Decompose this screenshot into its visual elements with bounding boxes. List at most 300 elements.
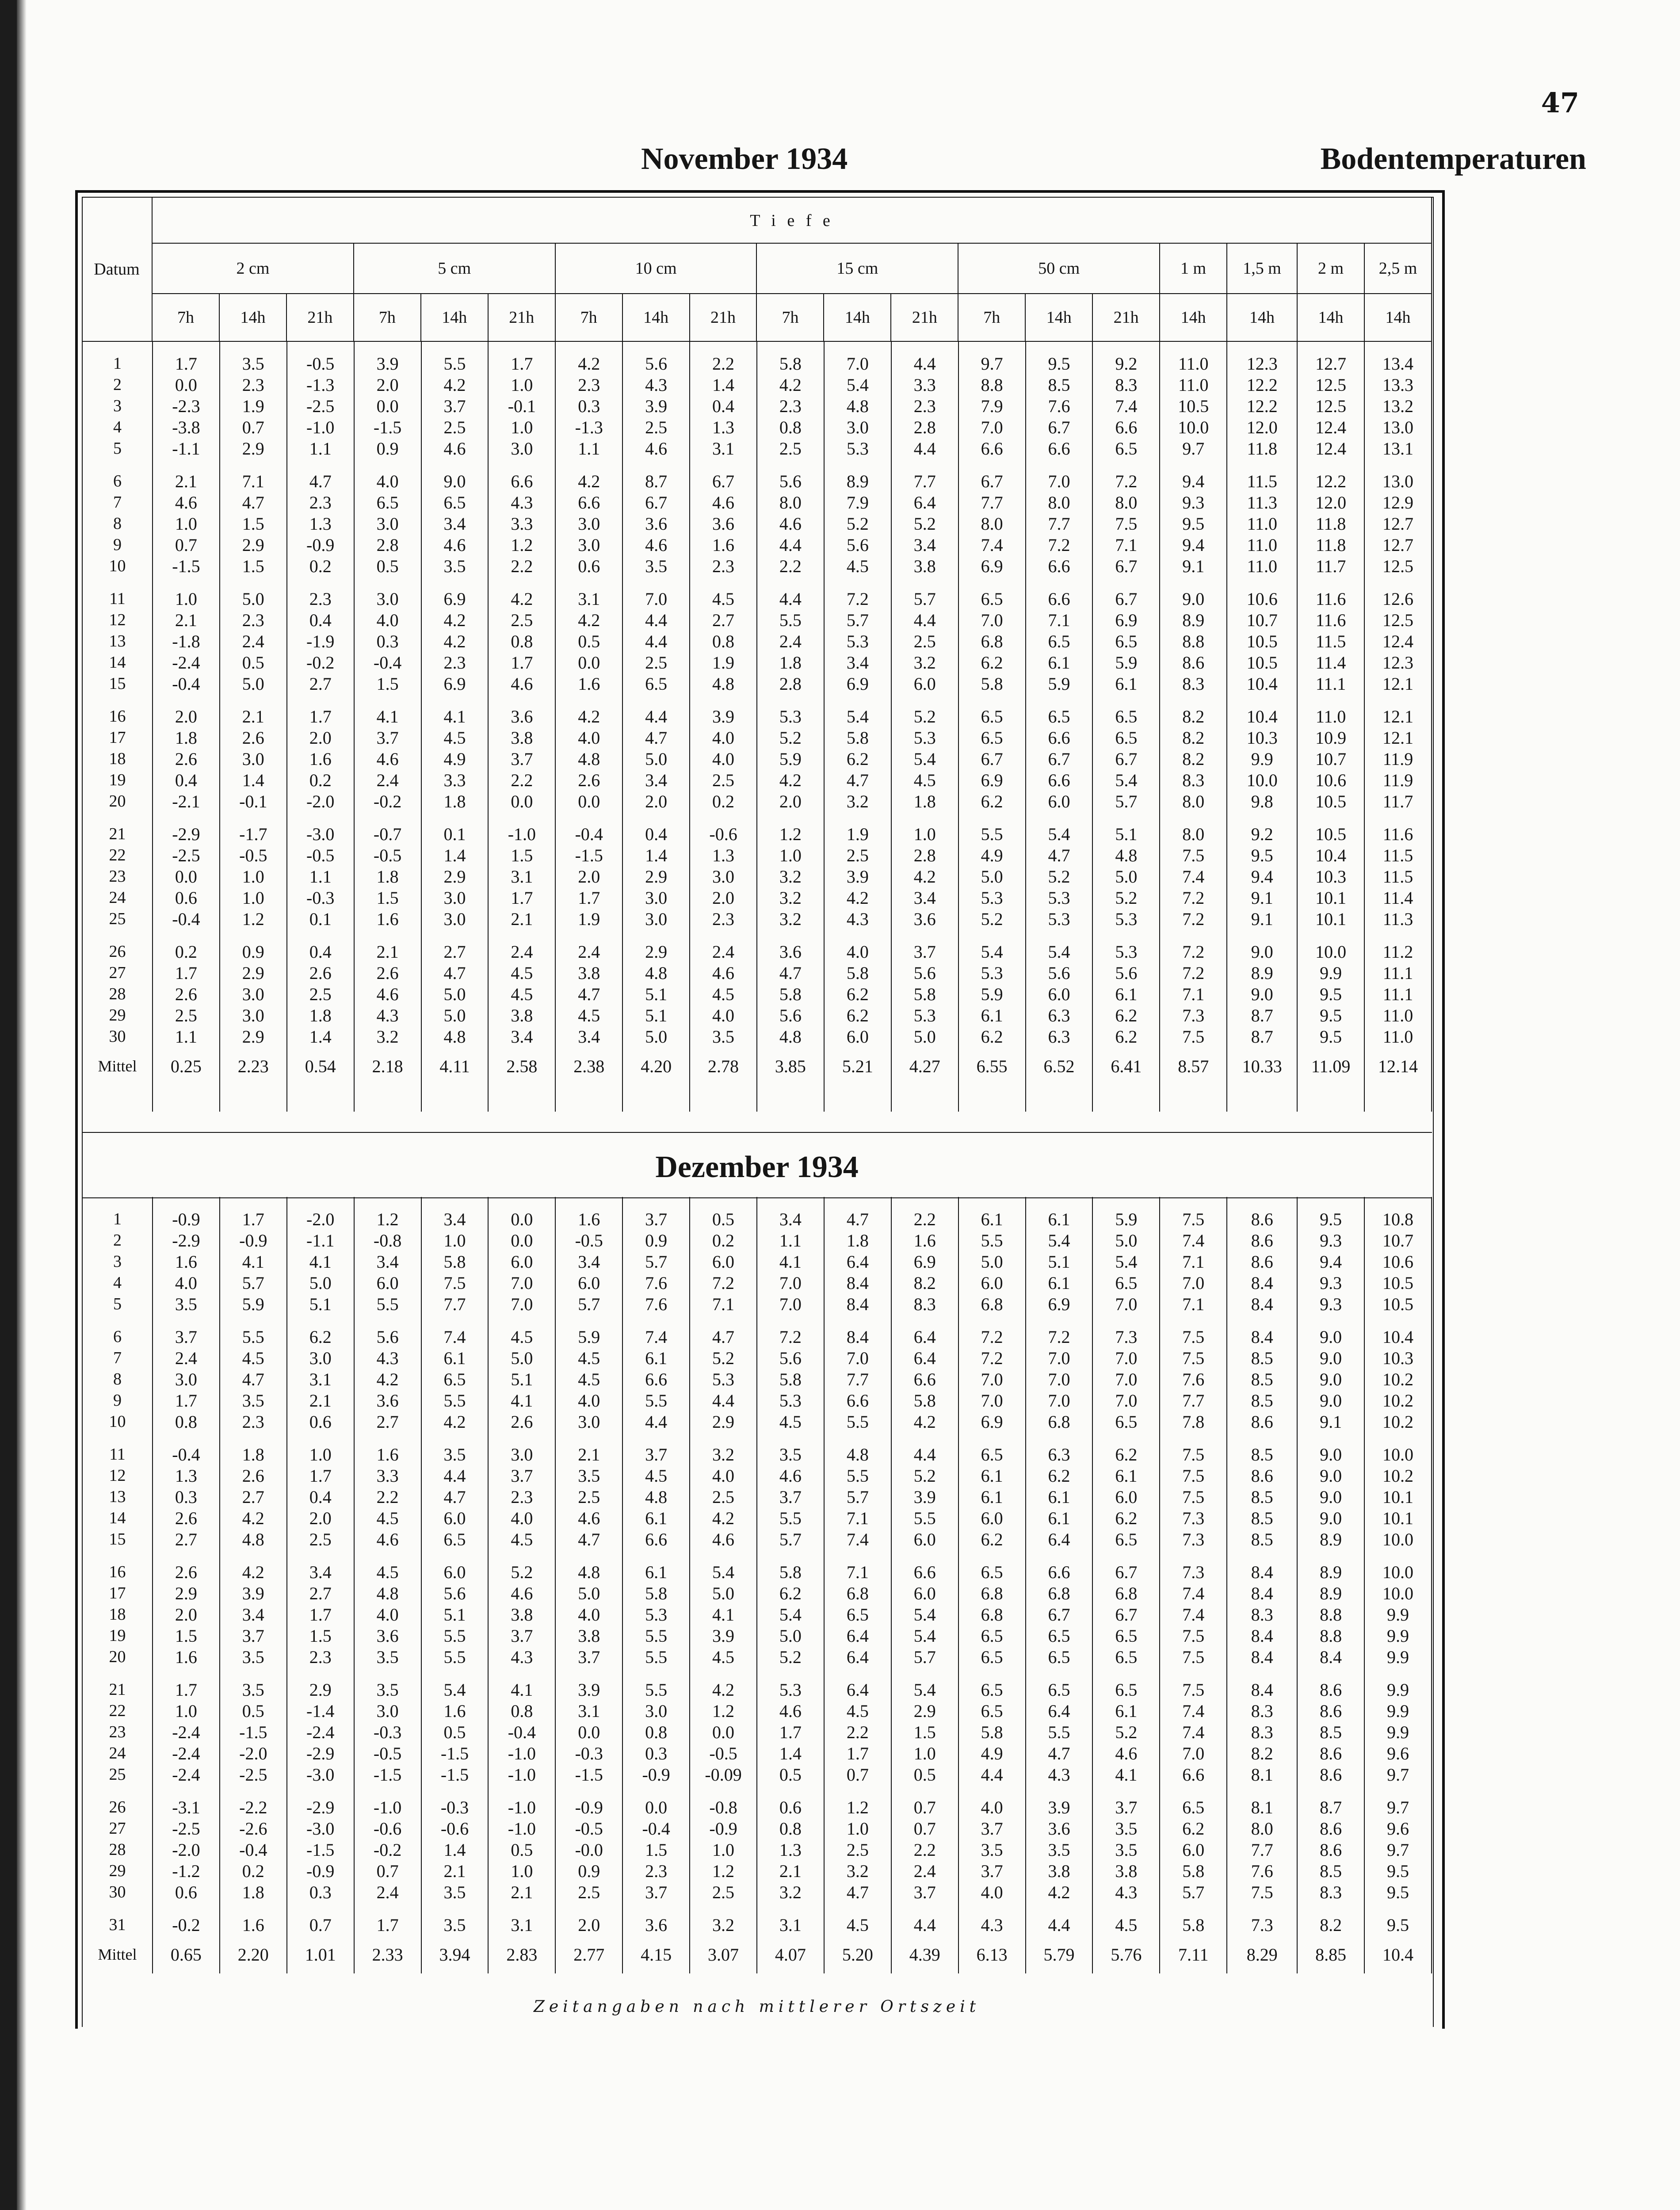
value-cell: 2.2 bbox=[488, 555, 555, 577]
value-cell: 6.1 bbox=[1026, 1486, 1093, 1507]
spacer-cell bbox=[1026, 1903, 1093, 1914]
spacer-cell bbox=[555, 1785, 622, 1797]
value-cell: 3.0 bbox=[488, 438, 555, 459]
value-cell: -0.2 bbox=[354, 791, 421, 812]
value-cell: 1.6 bbox=[891, 1230, 958, 1251]
value-cell: 1.0 bbox=[220, 887, 287, 908]
value-cell: 3.7 bbox=[488, 1625, 555, 1646]
value-cell: 12.5 bbox=[1364, 609, 1432, 631]
depth-header: 10 cm bbox=[555, 243, 757, 294]
value-cell: 8.3 bbox=[1160, 769, 1227, 791]
value-cell: 6.4 bbox=[891, 1347, 958, 1369]
value-cell: 8.3 bbox=[1227, 1700, 1297, 1721]
value-cell: 6.1 bbox=[1092, 983, 1160, 1005]
december-header bbox=[82, 1132, 1432, 1198]
value-cell: 5.0 bbox=[220, 673, 287, 694]
value-cell: 8.4 bbox=[824, 1326, 891, 1347]
spacer-cell bbox=[555, 812, 622, 823]
value-cell: 1.9 bbox=[690, 652, 757, 673]
value-cell: 1.0 bbox=[891, 823, 958, 845]
value-cell: 7.5 bbox=[1160, 1486, 1227, 1507]
value-cell: 4.7 bbox=[1026, 1743, 1093, 1764]
spacer-cell bbox=[488, 1785, 555, 1797]
value-cell: 0.9 bbox=[622, 1230, 690, 1251]
value-cell: 2.1 bbox=[153, 609, 220, 631]
spacer-cell bbox=[824, 459, 891, 470]
value-cell: 11.2 bbox=[1364, 941, 1432, 962]
spacer-cell bbox=[1297, 1550, 1364, 1561]
spacer-cell bbox=[958, 1315, 1026, 1326]
spacer-cell bbox=[622, 1785, 690, 1797]
spacer-cell bbox=[421, 1432, 489, 1444]
table-row bbox=[82, 1208, 1432, 1230]
value-cell: 4.7 bbox=[824, 1881, 891, 1903]
mean-value: 11.09 bbox=[1297, 1047, 1364, 1085]
value-cell: 3.8 bbox=[1092, 1860, 1160, 1881]
mean-value: 2.83 bbox=[488, 1935, 555, 1973]
depth-header: 15 cm bbox=[756, 243, 958, 294]
value-cell: 0.5 bbox=[757, 1764, 824, 1785]
date-cell: 8 bbox=[82, 1369, 153, 1390]
value-cell: 5.8 bbox=[757, 1369, 824, 1390]
value-cell: 4.5 bbox=[488, 983, 555, 1005]
spacer-cell bbox=[82, 1785, 153, 1797]
value-cell: -0.3 bbox=[555, 1743, 622, 1764]
table-row bbox=[82, 1561, 1432, 1583]
spacer-cell bbox=[354, 1667, 421, 1679]
value-cell: 6.7 bbox=[958, 748, 1026, 769]
value-cell: 11.0 bbox=[1297, 706, 1364, 727]
value-cell: 6.2 bbox=[824, 748, 891, 769]
table-row bbox=[82, 1700, 1432, 1721]
value-cell: 8.0 bbox=[1092, 492, 1160, 513]
mean-value: 4.27 bbox=[891, 1047, 958, 1085]
value-cell: 4.0 bbox=[354, 1604, 421, 1625]
value-cell: -0.3 bbox=[287, 887, 354, 908]
value-cell: 5.7 bbox=[824, 1486, 891, 1507]
value-cell: 5.8 bbox=[958, 1721, 1026, 1743]
value-cell: 6.2 bbox=[824, 983, 891, 1005]
value-cell: -0.9 bbox=[287, 534, 354, 555]
value-cell: 2.2 bbox=[757, 555, 824, 577]
value-cell: 9.3 bbox=[1297, 1230, 1364, 1251]
value-cell: -2.2 bbox=[220, 1797, 287, 1818]
value-cell: 4.1 bbox=[421, 706, 489, 727]
table-row bbox=[82, 941, 1432, 962]
value-cell: 5.4 bbox=[1026, 941, 1093, 962]
value-cell: 3.4 bbox=[220, 1604, 287, 1625]
value-cell: 4.7 bbox=[1026, 845, 1093, 866]
value-cell: 3.1 bbox=[287, 1369, 354, 1390]
spacer-cell bbox=[153, 929, 220, 941]
value-cell: 5.2 bbox=[1092, 1721, 1160, 1743]
spacer-cell bbox=[824, 577, 891, 588]
spacer-cell bbox=[1227, 577, 1297, 588]
date-cell: 15 bbox=[82, 673, 153, 694]
table-row bbox=[82, 866, 1432, 887]
time-header: 21h bbox=[690, 294, 757, 341]
value-cell: 1.7 bbox=[153, 353, 220, 374]
value-cell: 1.7 bbox=[153, 962, 220, 983]
value-cell: 3.5 bbox=[220, 353, 287, 374]
value-cell: 6.2 bbox=[1092, 1005, 1160, 1026]
spacer-cell bbox=[421, 1197, 489, 1208]
value-cell: 4.7 bbox=[757, 962, 824, 983]
value-cell: 4.0 bbox=[690, 1005, 757, 1026]
spacer-cell bbox=[82, 929, 153, 941]
value-cell: 3.8 bbox=[488, 1604, 555, 1625]
value-cell: 1.4 bbox=[421, 845, 489, 866]
spacer-cell bbox=[82, 1667, 153, 1679]
value-cell: 4.8 bbox=[421, 1026, 489, 1047]
value-cell: 0.4 bbox=[690, 395, 757, 417]
value-cell: 3.7 bbox=[958, 1818, 1026, 1839]
value-cell: 0.7 bbox=[824, 1764, 891, 1785]
spacer-cell bbox=[824, 694, 891, 706]
value-cell: 12.9 bbox=[1364, 492, 1432, 513]
value-cell: 4.9 bbox=[421, 748, 489, 769]
value-cell: 11.0 bbox=[1227, 513, 1297, 534]
value-cell: 4.6 bbox=[757, 513, 824, 534]
value-cell: 7.7 bbox=[421, 1293, 489, 1315]
value-cell: 7.0 bbox=[1160, 1743, 1227, 1764]
value-cell: 9.5 bbox=[1227, 845, 1297, 866]
table-row bbox=[82, 1390, 1432, 1411]
mean-value: 2.77 bbox=[555, 1935, 622, 1973]
spacer-cell bbox=[1026, 1667, 1093, 1679]
table-row bbox=[82, 791, 1432, 812]
value-cell: 4.5 bbox=[1092, 1914, 1160, 1935]
date-cell: 16 bbox=[82, 706, 153, 727]
value-cell: 1.8 bbox=[891, 791, 958, 812]
value-cell: 0.5 bbox=[220, 1700, 287, 1721]
value-cell: 7.3 bbox=[1160, 1561, 1227, 1583]
mean-label: Mittel bbox=[82, 1935, 153, 1973]
spacer-cell bbox=[690, 1432, 757, 1444]
value-cell: 10.6 bbox=[1227, 588, 1297, 609]
value-cell: 0.4 bbox=[153, 769, 220, 791]
spacer-cell bbox=[958, 341, 1026, 353]
spacer-cell bbox=[757, 1667, 824, 1679]
spacer-cell bbox=[421, 1785, 489, 1797]
spacer-cell bbox=[220, 1197, 287, 1208]
value-cell: 4.6 bbox=[488, 1583, 555, 1604]
spacer-cell bbox=[1364, 1085, 1432, 1112]
mean-row bbox=[82, 1047, 1432, 1085]
value-cell: 5.7 bbox=[220, 1272, 287, 1293]
table-row bbox=[82, 1347, 1432, 1369]
value-cell: 5.6 bbox=[1026, 962, 1093, 983]
value-cell: 7.0 bbox=[488, 1293, 555, 1315]
value-cell: 0.6 bbox=[287, 1411, 354, 1432]
value-cell: 4.8 bbox=[824, 395, 891, 417]
value-cell: 7.1 bbox=[690, 1293, 757, 1315]
value-cell: 2.2 bbox=[690, 353, 757, 374]
value-cell: -3.0 bbox=[287, 823, 354, 845]
value-cell: 4.6 bbox=[622, 438, 690, 459]
value-cell: -0.6 bbox=[421, 1818, 489, 1839]
spacer-cell bbox=[958, 812, 1026, 823]
value-cell: 10.5 bbox=[1160, 395, 1227, 417]
value-cell: -1.5 bbox=[153, 555, 220, 577]
table-row bbox=[82, 1486, 1432, 1507]
value-cell: 5.0 bbox=[555, 1583, 622, 1604]
value-cell: -0.8 bbox=[690, 1797, 757, 1818]
value-cell: 7.4 bbox=[622, 1326, 690, 1347]
spacer-cell bbox=[1160, 1550, 1227, 1561]
spacer-cell bbox=[220, 1785, 287, 1797]
value-cell: 10.0 bbox=[1364, 1561, 1432, 1583]
value-cell: 3.7 bbox=[555, 1646, 622, 1667]
value-cell: -2.0 bbox=[153, 1839, 220, 1860]
value-cell: 7.2 bbox=[824, 588, 891, 609]
value-cell: 11.8 bbox=[1297, 534, 1364, 555]
spacer-cell bbox=[555, 459, 622, 470]
book-binding bbox=[0, 0, 17, 2210]
value-cell: 7.0 bbox=[958, 417, 1026, 438]
value-cell: 6.1 bbox=[421, 1347, 489, 1369]
value-cell: 4.0 bbox=[555, 727, 622, 748]
value-cell: 7.0 bbox=[1092, 1390, 1160, 1411]
value-cell: 0.2 bbox=[690, 791, 757, 812]
value-cell: 0.7 bbox=[287, 1914, 354, 1935]
value-cell: -0.1 bbox=[220, 791, 287, 812]
value-cell: 9.9 bbox=[1227, 748, 1297, 769]
value-cell: 6.6 bbox=[891, 1561, 958, 1583]
value-cell: 8.4 bbox=[1227, 1293, 1297, 1315]
spacer-cell bbox=[354, 459, 421, 470]
value-cell: 6.1 bbox=[1026, 1208, 1093, 1230]
value-cell: 3.9 bbox=[354, 353, 421, 374]
value-cell: 7.2 bbox=[1160, 887, 1227, 908]
value-cell: 5.9 bbox=[220, 1293, 287, 1315]
spacer-cell bbox=[1160, 1315, 1227, 1326]
value-cell: 4.3 bbox=[824, 908, 891, 929]
value-cell: -2.5 bbox=[220, 1764, 287, 1785]
value-cell: 2.0 bbox=[354, 374, 421, 395]
value-cell: 2.5 bbox=[622, 417, 690, 438]
spacer-cell bbox=[421, 1085, 489, 1112]
value-cell: 13.2 bbox=[1364, 395, 1432, 417]
mean-value: 6.55 bbox=[958, 1047, 1026, 1085]
spacer-cell bbox=[1160, 1432, 1227, 1444]
spacer-cell bbox=[891, 929, 958, 941]
value-cell: 4.1 bbox=[690, 1604, 757, 1625]
value-cell: 7.0 bbox=[757, 1293, 824, 1315]
value-cell: 6.6 bbox=[1026, 555, 1093, 577]
value-cell: 10.0 bbox=[1364, 1444, 1432, 1465]
value-cell: -2.6 bbox=[220, 1818, 287, 1839]
value-cell: 4.2 bbox=[421, 374, 489, 395]
value-cell: -0.4 bbox=[622, 1818, 690, 1839]
value-cell: -0.09 bbox=[690, 1764, 757, 1785]
value-cell: 5.4 bbox=[757, 1604, 824, 1625]
value-cell: 9.0 bbox=[1297, 1347, 1364, 1369]
value-cell: -2.4 bbox=[153, 1764, 220, 1785]
value-cell: 7.7 bbox=[891, 470, 958, 492]
spacer-cell bbox=[1227, 1085, 1297, 1112]
table-row bbox=[82, 1914, 1432, 1935]
value-cell: 6.0 bbox=[824, 1026, 891, 1047]
value-cell: 1.3 bbox=[690, 845, 757, 866]
value-cell: 2.1 bbox=[555, 1444, 622, 1465]
time-header: 14h bbox=[1364, 294, 1432, 341]
value-cell: 0.3 bbox=[555, 395, 622, 417]
value-cell: 6.2 bbox=[1092, 1444, 1160, 1465]
value-cell: 9.0 bbox=[1227, 983, 1297, 1005]
spacer-cell bbox=[757, 1197, 824, 1208]
table-row bbox=[82, 1583, 1432, 1604]
value-cell: 2.9 bbox=[622, 941, 690, 962]
value-cell: 8.3 bbox=[1160, 673, 1227, 694]
spacer-cell bbox=[1227, 341, 1297, 353]
spacer-cell bbox=[287, 1667, 354, 1679]
value-cell: 3.5 bbox=[220, 1646, 287, 1667]
value-cell: 2.5 bbox=[824, 845, 891, 866]
value-cell: 5.5 bbox=[958, 823, 1026, 845]
value-cell: 8.3 bbox=[1227, 1721, 1297, 1743]
value-cell: 2.5 bbox=[824, 1839, 891, 1860]
value-cell: 3.0 bbox=[622, 887, 690, 908]
value-cell: 10.6 bbox=[1297, 769, 1364, 791]
value-cell: 9.3 bbox=[1297, 1272, 1364, 1293]
value-cell: 4.4 bbox=[421, 1465, 489, 1486]
value-cell: 5.0 bbox=[690, 1583, 757, 1604]
value-cell: 5.7 bbox=[1160, 1881, 1227, 1903]
table-row bbox=[82, 887, 1432, 908]
value-cell: 7.8 bbox=[1160, 1411, 1227, 1432]
mean-value: 4.07 bbox=[757, 1935, 824, 1973]
value-cell: 0.4 bbox=[287, 1486, 354, 1507]
value-cell: 5.5 bbox=[622, 1390, 690, 1411]
value-cell: 4.6 bbox=[354, 1529, 421, 1550]
value-cell: 0.0 bbox=[622, 1797, 690, 1818]
value-cell: 8.5 bbox=[1227, 1369, 1297, 1390]
value-cell: 9.5 bbox=[1364, 1860, 1432, 1881]
value-cell: 9.9 bbox=[1364, 1721, 1432, 1743]
value-cell: 2.5 bbox=[555, 1881, 622, 1903]
time-header: 7h bbox=[354, 294, 421, 341]
value-cell: 3.6 bbox=[1026, 1818, 1093, 1839]
spacer-cell bbox=[220, 1667, 287, 1679]
value-cell: 13.3 bbox=[1364, 374, 1432, 395]
value-cell: 11.0 bbox=[1364, 1026, 1432, 1047]
value-cell: 6.8 bbox=[1092, 1583, 1160, 1604]
value-cell: 6.2 bbox=[958, 1026, 1026, 1047]
value-cell: 4.8 bbox=[555, 1561, 622, 1583]
spacer-cell bbox=[220, 1903, 287, 1914]
table-row bbox=[82, 1272, 1432, 1293]
value-cell: 12.4 bbox=[1297, 417, 1364, 438]
value-cell: 3.9 bbox=[690, 1625, 757, 1646]
value-cell: 8.5 bbox=[1026, 374, 1093, 395]
value-cell: 9.4 bbox=[1227, 866, 1297, 887]
value-cell: -0.3 bbox=[421, 1797, 489, 1818]
spacer-cell bbox=[555, 577, 622, 588]
value-cell: 5.0 bbox=[622, 1026, 690, 1047]
value-cell: 1.4 bbox=[690, 374, 757, 395]
value-cell: 6.6 bbox=[555, 492, 622, 513]
value-cell: 2.1 bbox=[488, 1881, 555, 1903]
value-cell: 9.1 bbox=[1160, 555, 1227, 577]
time-header: 14h bbox=[421, 294, 488, 341]
mean-value: 4.11 bbox=[421, 1047, 489, 1085]
page-number: 47 bbox=[1541, 87, 1579, 119]
value-cell: 4.0 bbox=[958, 1797, 1026, 1818]
value-cell: 5.0 bbox=[287, 1272, 354, 1293]
value-cell: 1.4 bbox=[757, 1743, 824, 1764]
value-cell: 7.5 bbox=[421, 1272, 489, 1293]
value-cell: 12.3 bbox=[1227, 353, 1297, 374]
table-row bbox=[82, 1860, 1432, 1881]
value-cell: 0.5 bbox=[354, 555, 421, 577]
value-cell: 3.7 bbox=[757, 1486, 824, 1507]
spacer-cell bbox=[1092, 929, 1160, 941]
value-cell: 6.6 bbox=[1026, 1561, 1093, 1583]
value-cell: 4.4 bbox=[891, 353, 958, 374]
value-cell: 6.5 bbox=[958, 1444, 1026, 1465]
value-cell: 11.1 bbox=[1364, 983, 1432, 1005]
value-cell: 8.5 bbox=[1227, 1486, 1297, 1507]
value-cell: 1.7 bbox=[153, 1679, 220, 1700]
footer-note: Zeitangaben nach mittlerer Ortszeit bbox=[533, 1998, 981, 2016]
spacer-cell bbox=[287, 694, 354, 706]
value-cell: 5.0 bbox=[488, 1347, 555, 1369]
value-cell: 2.3 bbox=[220, 609, 287, 631]
value-cell: 1.2 bbox=[690, 1860, 757, 1881]
value-cell: 4.2 bbox=[1026, 1881, 1093, 1903]
value-cell: 2.3 bbox=[891, 395, 958, 417]
value-cell: 5.5 bbox=[421, 1625, 489, 1646]
mean-value: 2.78 bbox=[690, 1047, 757, 1085]
value-cell: 2.8 bbox=[891, 417, 958, 438]
value-cell: -1.0 bbox=[488, 1764, 555, 1785]
spacer-cell bbox=[287, 1197, 354, 1208]
value-cell: 5.7 bbox=[891, 588, 958, 609]
spacer-cell bbox=[1026, 1197, 1093, 1208]
value-cell: 12.2 bbox=[1297, 470, 1364, 492]
value-cell: 4.2 bbox=[757, 374, 824, 395]
time-header: 14h bbox=[1297, 294, 1364, 341]
value-cell: 6.8 bbox=[958, 1604, 1026, 1625]
spacer-cell bbox=[690, 694, 757, 706]
spacer-cell bbox=[287, 1432, 354, 1444]
value-cell: 5.3 bbox=[891, 727, 958, 748]
value-cell: 2.8 bbox=[891, 845, 958, 866]
value-cell: 0.2 bbox=[287, 555, 354, 577]
mean-value: 0.25 bbox=[153, 1047, 220, 1085]
value-cell: 2.5 bbox=[488, 609, 555, 631]
depth-header: 2 m bbox=[1297, 243, 1364, 294]
value-cell: 3.7 bbox=[421, 395, 489, 417]
value-cell: 6.5 bbox=[958, 1700, 1026, 1721]
value-cell: 10.0 bbox=[1364, 1583, 1432, 1604]
value-cell: 4.6 bbox=[488, 673, 555, 694]
value-cell: -1.8 bbox=[153, 631, 220, 652]
value-cell: 2.6 bbox=[220, 727, 287, 748]
value-cell: 8.5 bbox=[1297, 1860, 1364, 1881]
spacer-cell bbox=[891, 1197, 958, 1208]
value-cell: -1.0 bbox=[488, 823, 555, 845]
value-cell: 12.5 bbox=[1297, 395, 1364, 417]
spacer-cell bbox=[153, 1785, 220, 1797]
value-cell: 0.5 bbox=[421, 1721, 489, 1743]
value-cell: 7.5 bbox=[1160, 1444, 1227, 1465]
value-cell: 0.5 bbox=[891, 1764, 958, 1785]
value-cell: 0.8 bbox=[757, 1818, 824, 1839]
date-cell: 13 bbox=[82, 1486, 153, 1507]
value-cell: 5.4 bbox=[824, 374, 891, 395]
